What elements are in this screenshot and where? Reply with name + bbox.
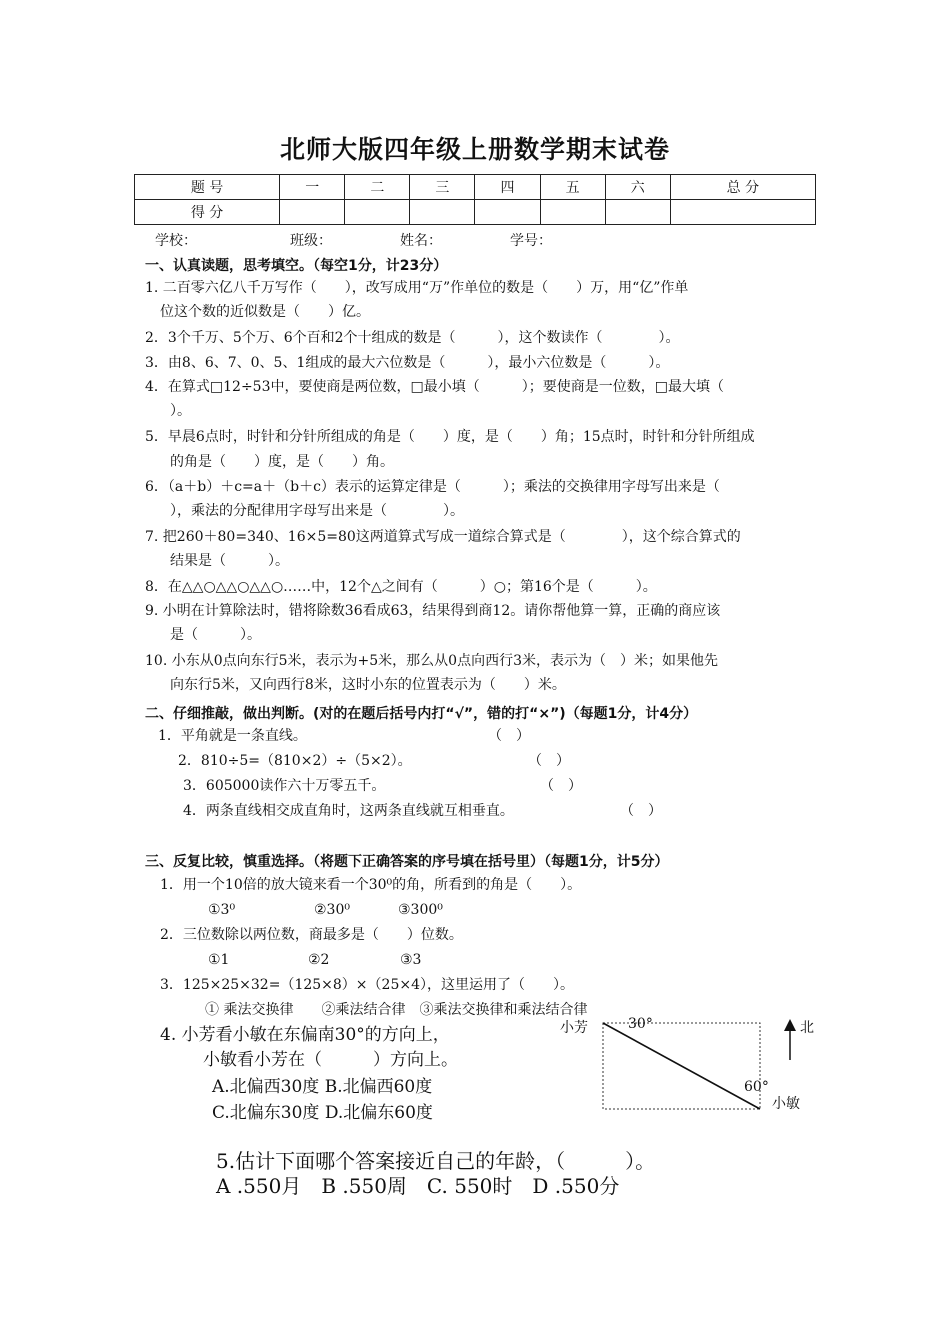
- angle-30-label: 30°: [628, 1016, 653, 1032]
- s1-line: 6．（a＋b）＋c=a＋（b＋c）表示的运算定律是（ ）；乘法的交换律用字母写出来是（: [145, 479, 720, 495]
- s2-item-text: 4．两条直线相交成直角时，这两条直线就互相垂直。: [183, 803, 514, 819]
- s1-line: 向东行5米，又向西行8米，这时小东的位置表示为（ ）米。: [170, 677, 566, 693]
- score-header-cell: 五: [540, 175, 605, 200]
- s1-line: 4．在算式□12÷53中，要使商是两位数，□最小填（ ）；要使商是一位数，□最大填（: [145, 379, 724, 395]
- s3-q1-option: ③300⁰: [398, 902, 443, 918]
- s1-line: 3．由8、6、7、0、5、1组成的最大六位数是（ ），最小六位数是（ ）。: [145, 355, 670, 371]
- student-number-label: 学号：: [510, 233, 552, 249]
- score-row-label: 得 分: [135, 200, 280, 225]
- s3-q4-line2: 小敏看小芳在（ ）方向上。: [203, 1050, 458, 1070]
- score-header-cell: 四: [475, 175, 540, 200]
- score-header-cell: 一: [280, 175, 345, 200]
- s1-line: 结果是（ ）。: [170, 553, 289, 569]
- score-header-cell: 二: [345, 175, 410, 200]
- class-label: 班级：: [290, 233, 332, 249]
- angle-60-label: 60°: [744, 1079, 769, 1095]
- s1-line: ），乘法的分配律用字母写出来是（ ）。: [170, 503, 464, 519]
- s2-item-paren: （ ）: [488, 728, 530, 744]
- s3-q1-option: ①3⁰: [208, 902, 236, 918]
- s2-item-paren: （ ）: [620, 803, 662, 819]
- school-label: 学校：: [155, 233, 197, 249]
- s2-item-paren: （ ）: [528, 753, 570, 769]
- s1-line: 的角是（ ）度，是（ ）角。: [170, 454, 394, 470]
- score-header-cell: 三: [410, 175, 475, 200]
- xiaofang-label: 小芳: [560, 1020, 588, 1036]
- s1-line: 7. 把260＋80=340、16×5=80这两道算式写成一道综合算式是（ ），这个综合算式的: [145, 529, 741, 545]
- s1-line: 10. 小东从0点向东行5米，表示为+5米，那么从0点向西行3米，表示为（ ）米；如果他先: [145, 653, 718, 669]
- s1-line: 5．早晨6点时，时针和分针所组成的角是（ ）度，是（ ）角；15点时，时针和分针所组成: [145, 429, 755, 445]
- s2-item-text: 2．810÷5=（810×2）÷（5×2）。: [178, 753, 412, 769]
- page-title: 北师大版四年级上册数学期末试卷: [279, 135, 670, 164]
- s2-item-paren: （ ）: [540, 778, 582, 794]
- score-header-cell: 六: [605, 175, 670, 200]
- north-arrow-icon: [784, 1019, 796, 1031]
- section1-heading: 一、认真读题，思考填空。（每空1分，计23分）: [145, 258, 448, 274]
- s3-q2-option: ③3: [400, 952, 422, 968]
- s1-line: 9. 小明在计算除法时，错将除数36看成63，结果得到商12。请你帮他算一算，正确的商应该: [145, 603, 721, 619]
- xiaomin-label: 小敏: [772, 1096, 800, 1112]
- s2-item-text: 1．平角就是一条直线。: [158, 728, 307, 744]
- s3-q1-option: ②30⁰: [314, 902, 350, 918]
- s3-q1: 1．用一个10倍的放大镜来看一个30⁰的角，所看到的角是（ ）。: [160, 877, 582, 893]
- s3-q2: 2．三位数除以两位数，商最多是（ ）位数。: [160, 927, 463, 943]
- s3-q5: 5.估计下面哪个答案接近自己的年龄，（ ）。: [216, 1149, 656, 1173]
- s2-item-text: 3．605000读作六十万零五千。: [183, 778, 386, 794]
- s3-q4-options-ab: A.北偏西30度 B.北偏西60度: [212, 1077, 433, 1097]
- s3-q3-options: ① 乘法交换律 ②乘法结合律 ③乘法交换律和乘法结合律: [205, 1002, 588, 1018]
- s1-line: 8．在△△○△△○△△○……中，12个△之间有（ ）○；第16个是（ ）。: [145, 579, 657, 595]
- s1-line: 位这个数的近似数是（ ）亿。: [160, 304, 370, 320]
- s1-line: 2．3个千万、5个万、6个百和2个十组成的数是（ ），这个数读作（ ）。: [145, 330, 680, 346]
- direction-line: [603, 1023, 760, 1109]
- section2-heading: 二、仔细推敲，做出判断。(对的在题后括号内打“√”，错的打“×”)（每题1分，计4分）: [145, 706, 698, 722]
- s3-q3: 3．125×25×32=（125×8）×（25×4），这里运用了（ ）。: [160, 977, 574, 993]
- score-header-cell: 题 号: [135, 175, 280, 200]
- s3-q2-option: ②2: [308, 952, 330, 968]
- s3-q4-options-cd: C.北偏东30度 D.北偏东60度: [212, 1103, 433, 1123]
- name-label: 姓名：: [400, 233, 442, 249]
- s3-q5-options: A .550月 B .550周 C. 550时 D .550分: [216, 1174, 620, 1198]
- s3-q4-line1: 4. 小芳看小敏在东偏南30°的方向上，: [160, 1025, 450, 1045]
- s1-line: ）。: [170, 403, 191, 419]
- score-header-cell: 总 分: [670, 175, 815, 200]
- north-label: 北: [800, 1020, 814, 1036]
- s1-line: 是（ ）。: [170, 627, 261, 643]
- s1-line: 1. 二百零六亿八千万写作（ ），改写成用“万”作单位的数是（ ）万，用“亿”作单: [145, 280, 689, 296]
- section3-heading: 三、反复比较，慎重选择。（将题下正确答案的序号填在括号里）（每题1分，计5分）: [145, 854, 669, 870]
- s3-q2-option: ①1: [208, 952, 230, 968]
